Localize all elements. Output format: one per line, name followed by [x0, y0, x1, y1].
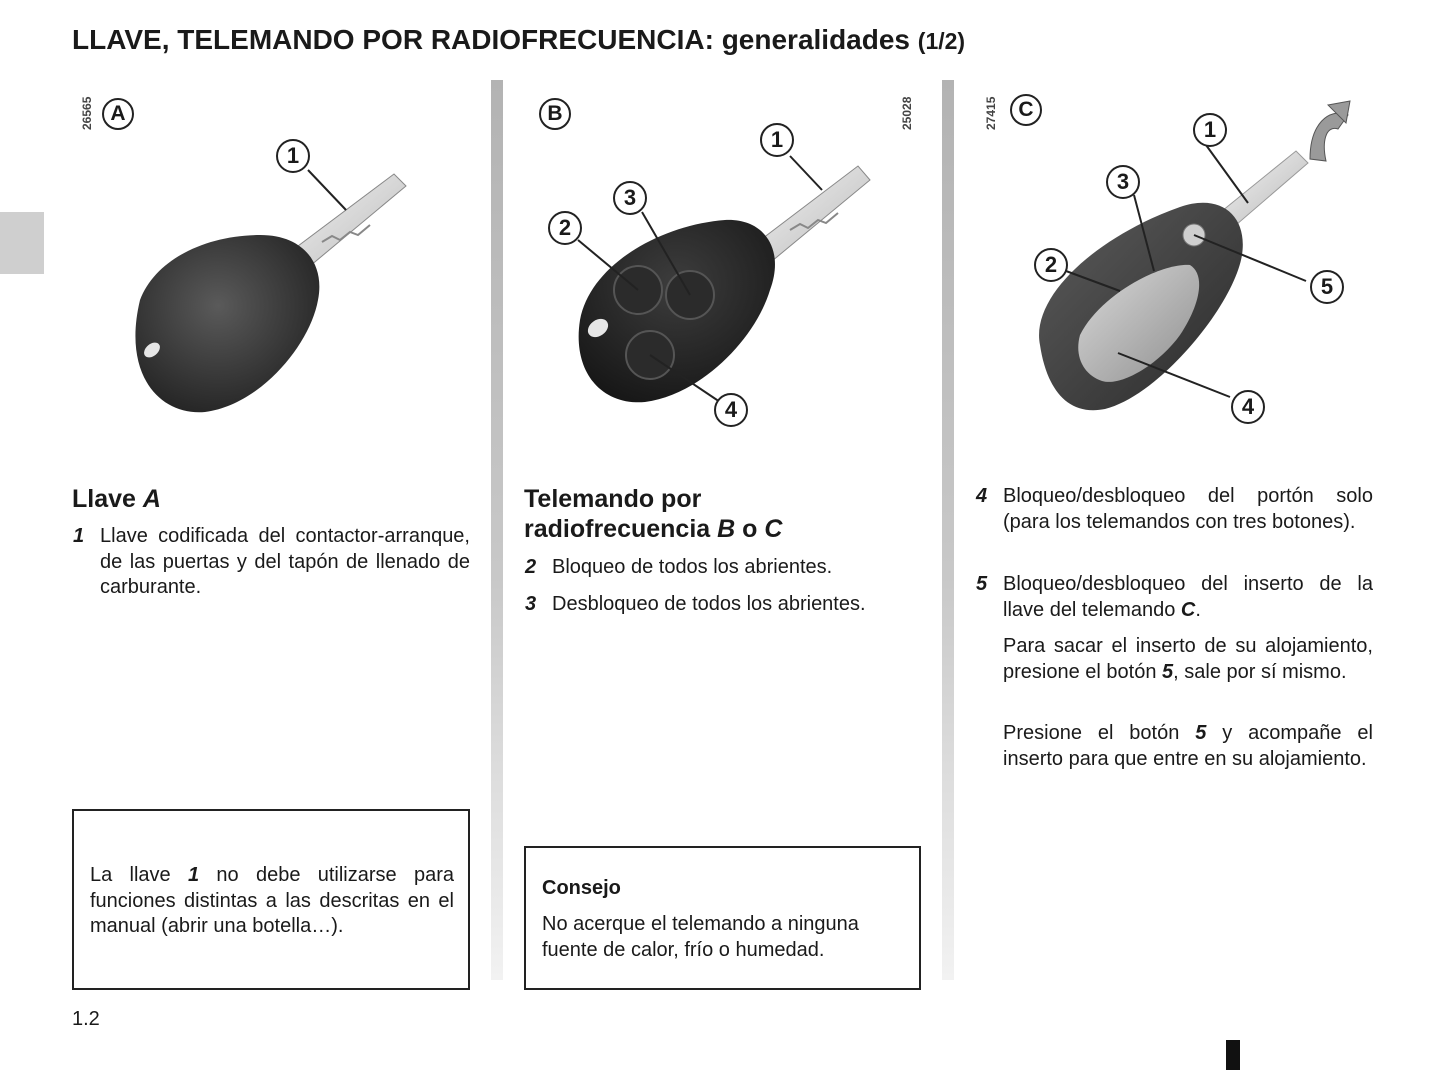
column-divider-2: [942, 80, 954, 980]
page-title: [72, 24, 965, 56]
column-divider-1: [491, 80, 503, 980]
c-item-4: 4 Bloqueo/desbloqueo del portón solo (para los telemandos con tres botones).: [976, 485, 1373, 533]
callout-line-a-1: [308, 170, 346, 210]
warning-note-text: La llave 1 no debe utilizarse para funciones distintas a las descritas en el manual (abrir una botella…).: [90, 864, 454, 937]
callout-line-c-1: [1206, 145, 1248, 203]
title-suffix: (1/2): [917, 28, 966, 54]
figure-c-label: C: [1010, 94, 1042, 126]
remote-b-illustration: [560, 150, 890, 420]
advice-title: Consejo: [542, 877, 621, 899]
figure-b-label: B: [539, 98, 571, 130]
figure-b-callout-1: 1: [760, 123, 794, 157]
c-paragraph-remove: Para sacar el inserto de su alojamiento, presione el botón 5, sale por sí mismo.: [1003, 635, 1373, 683]
section-tab: [0, 212, 44, 274]
figure-c-callout-1: 1: [1193, 113, 1227, 147]
telemando-item-2: 2 Bloqueo de todos los abrientes.: [525, 556, 833, 578]
figure-c-callout-3: 3: [1106, 165, 1140, 199]
telemando-item-3: 3 Desbloqueo de todos los abrientes.: [525, 593, 866, 615]
callout-line-b-1: [790, 156, 822, 190]
advice-box: [524, 846, 921, 990]
title-main: LLAVE, TELEMANDO POR RADIOFRECUENCIA: generalidades: [72, 24, 911, 55]
figure-a-callout-1: 1: [276, 139, 310, 173]
figure-b-callout-3: 3: [613, 181, 647, 215]
llave-item-1-num: 1: [73, 525, 85, 547]
figure-a-label: A: [102, 98, 134, 130]
figure-b-callout-4: 4: [714, 393, 748, 427]
warning-note-box: [72, 809, 470, 990]
advice-text: No acerque el telemando a ninguna fuente de calor, frío o humedad.: [542, 913, 859, 961]
llave-heading: Llave A: [72, 485, 161, 513]
key-a-illustration: [110, 150, 430, 430]
telemando-heading: Telemando por radiofrecuencia B o C: [524, 485, 783, 543]
figure-a-code: 26565: [80, 96, 94, 130]
fold-arrow-icon: [1310, 113, 1348, 161]
figure-c-callout-4: 4: [1231, 390, 1265, 424]
c-item-5: 5 Bloqueo/desbloqueo del inserto de la llave del telemando C.: [976, 573, 1373, 621]
llave-item-1-text: Llave codificada del contactor-arranque, de las puertas y del tapón de llenado de carburante.: [100, 525, 470, 598]
figure-c-callout-2: 2: [1034, 248, 1068, 282]
c-paragraph-insert: Presione el botón 5 y acompañe el inserto para que entre en su alojamiento.: [1003, 722, 1373, 770]
page-number: 1.2: [72, 1008, 100, 1030]
page-corner-mark: [1226, 1040, 1240, 1070]
figure-c-code: 27415: [984, 96, 998, 130]
llave-item-1: [73, 524, 470, 601]
figure-b-callout-2: 2: [548, 211, 582, 245]
figure-c-callout-5: 5: [1310, 270, 1344, 304]
remote-c-blade: [1222, 151, 1308, 225]
figure-b-code: 25028: [900, 96, 914, 130]
key-a-head: [135, 235, 319, 412]
